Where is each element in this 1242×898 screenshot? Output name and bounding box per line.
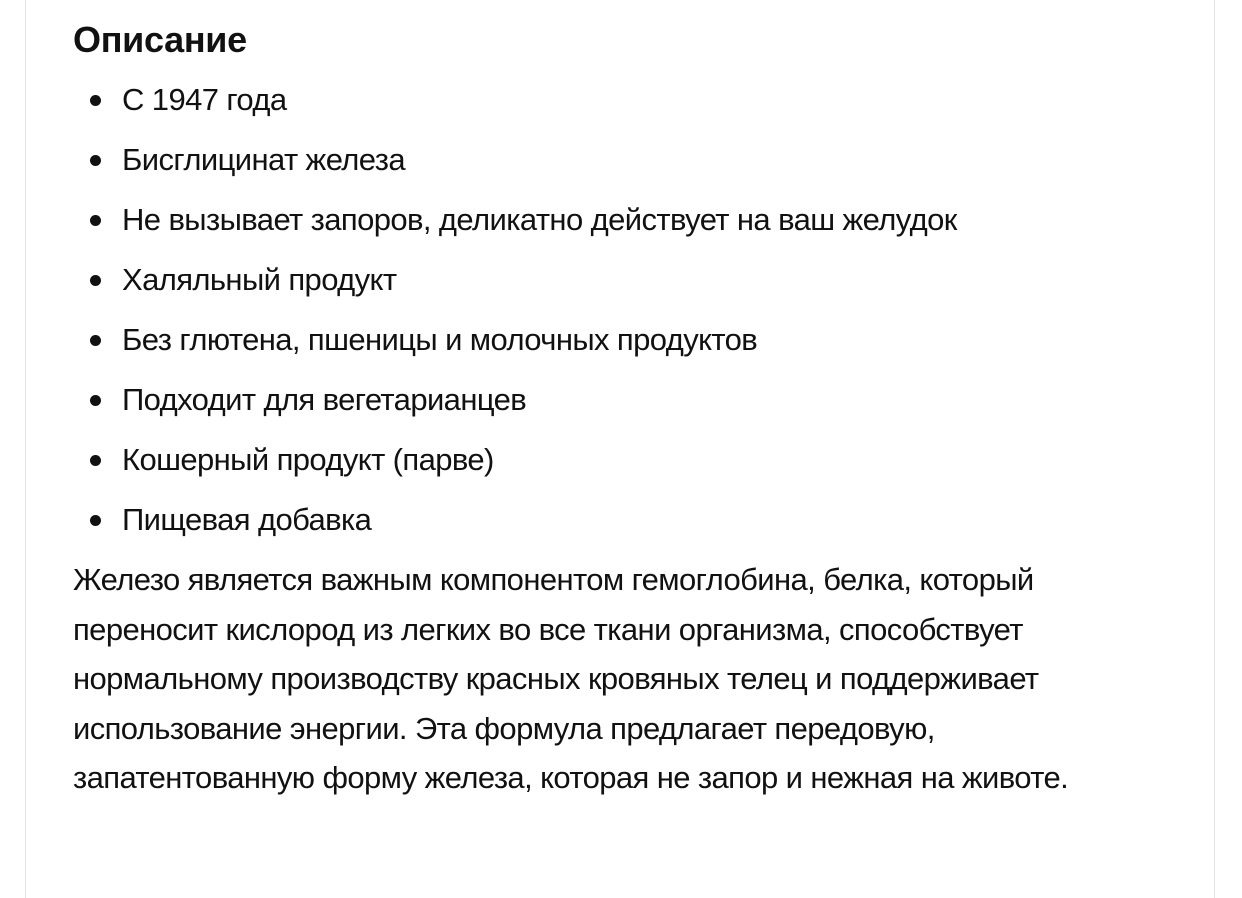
feature-item (73, 70, 1173, 130)
feature-item (73, 370, 1173, 430)
feature-text: Не вызывает запоров, деликатно действует на ваш желудок (122, 202, 957, 237)
bullet-icon (90, 515, 101, 526)
feature-text: Халяльный продукт (122, 262, 397, 297)
bullet-icon (90, 455, 101, 466)
feature-text: Пищевая добавка (122, 502, 372, 537)
feature-item (73, 130, 1173, 190)
feature-text: Кошерный продукт (парве) (122, 442, 494, 477)
feature-list (73, 70, 1173, 550)
feature-item (73, 250, 1173, 310)
bullet-icon (90, 155, 101, 166)
feature-item (73, 490, 1173, 550)
feature-text: Подходит для вегетарианцев (122, 382, 527, 417)
bullet-icon (90, 275, 101, 286)
bullet-icon (90, 215, 101, 226)
bullet-icon (90, 335, 101, 346)
bullet-icon (90, 95, 101, 106)
feature-text: Бисглицинат железа (122, 142, 406, 177)
bullet-icon (90, 395, 101, 406)
feature-item (73, 310, 1173, 370)
section-title: Описание (73, 19, 247, 60)
feature-text: С 1947 года (122, 82, 287, 117)
feature-item (73, 190, 1173, 250)
feature-item (73, 430, 1173, 490)
feature-text: Без глютена, пшеницы и молочных продуктов (122, 322, 758, 357)
description-paragraph: Железо является важным компонентом гемоглобина, белка, который переносит кислород из легких во все ткани организма, способствует нормальному производству красных кровяных телец и поддерживает использование энергии. Эта формула предлагает передовую, запатентованную форму железа, которая не запор и нежная на животе. (73, 562, 1069, 795)
